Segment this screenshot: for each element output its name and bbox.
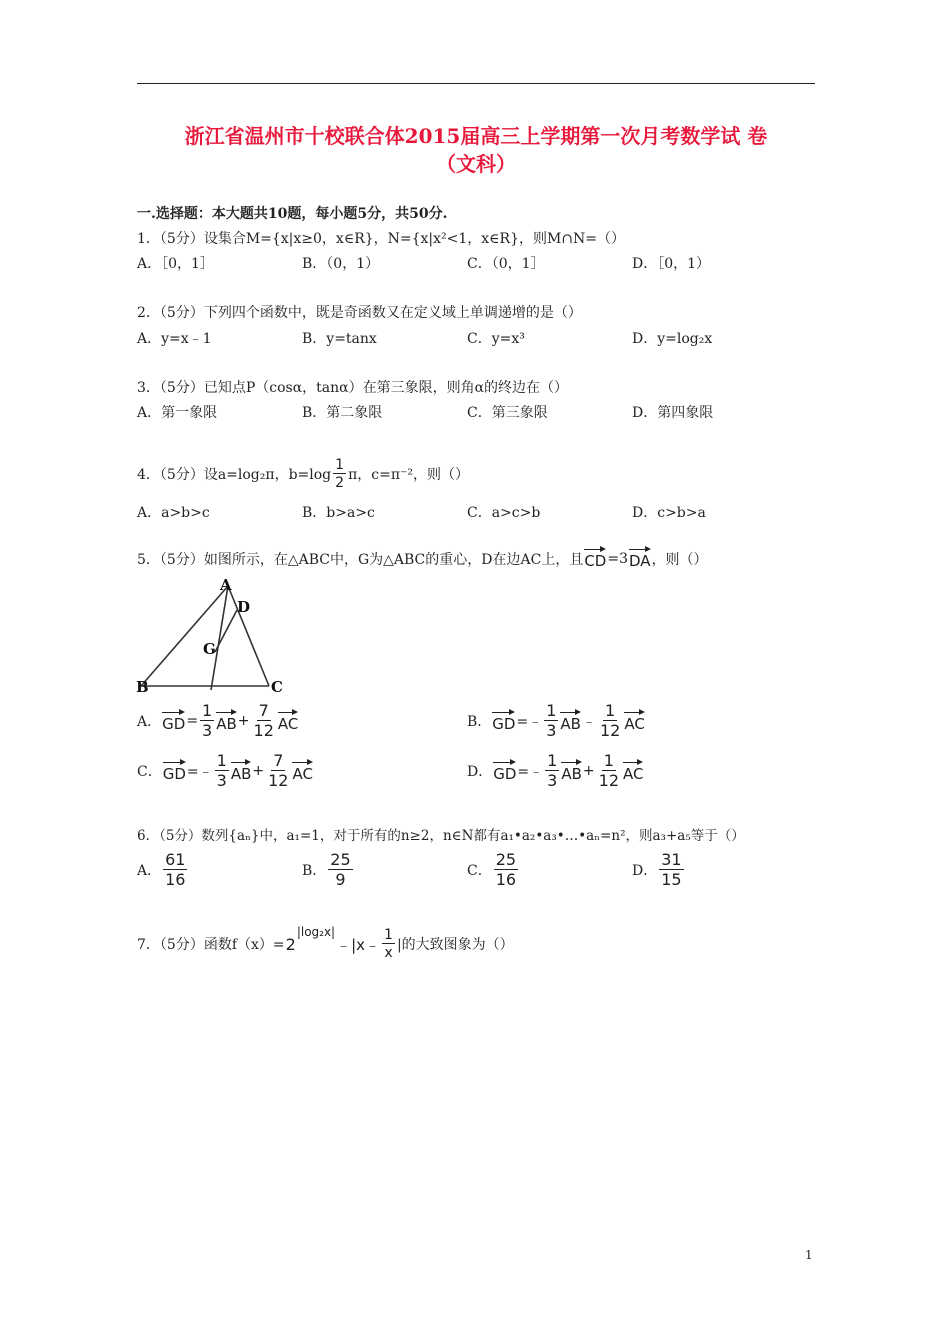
label-g: G (203, 640, 216, 658)
vector-ab: AB (561, 760, 582, 783)
q5-d-sign1: =﹣ (517, 764, 544, 780)
frac-num: 1 (546, 701, 557, 720)
q5-c-frac1 (215, 753, 229, 789)
q5-d-frac1 (545, 753, 559, 789)
q5-c-sign2: + (252, 763, 265, 779)
q3-option-b: B．第二象限 (302, 405, 383, 421)
q6-d-label: D． (632, 863, 658, 879)
q5-b-frac1 (544, 703, 558, 739)
frac-den: 12 (598, 771, 619, 790)
q5-a-sign1: = (186, 713, 199, 729)
q2-option-b: B．y=tanx (302, 331, 377, 347)
q6-option-a (137, 852, 188, 888)
vector-ab: AB (231, 760, 252, 783)
q4-fraction (333, 458, 346, 490)
q7-exponent: |log₂x| (296, 925, 336, 939)
q5-option-a (137, 703, 298, 739)
frac-den: x (384, 945, 393, 961)
frac-den: 3 (216, 771, 227, 790)
frac-den: 9 (335, 870, 346, 889)
q4-frac-den: 2 (335, 475, 345, 491)
q7-fraction (382, 928, 395, 960)
label-c: C (271, 678, 283, 696)
frac-num: 7 (273, 751, 284, 770)
question-7-stem (137, 925, 514, 961)
frac-num: 1 (202, 701, 213, 720)
q7-stem-part2: |的大致图象为（） (396, 937, 514, 953)
q3-option-a: A．第一象限 (137, 405, 218, 421)
frac-den: 16 (165, 870, 186, 889)
frac-den: 3 (547, 771, 558, 790)
question-1-stem: 1．（5分）设集合M={x|x≥0，x∈R}，N={x|x²<1，x∈R}，则M∩N=（） (137, 231, 626, 247)
frac-den: 12 (253, 721, 274, 740)
q4-option-a: A．a>b>c (137, 505, 210, 521)
q6-option-b (302, 852, 354, 888)
q5-c-frac2 (266, 753, 290, 789)
q6-d-frac (659, 852, 683, 888)
vector-cd: CD (584, 547, 606, 570)
frac-num: 1 (216, 751, 227, 770)
frac-num: 1 (603, 751, 614, 770)
q1-option-c: C．（0，1］ (467, 256, 545, 272)
q6-option-c (467, 852, 519, 888)
q1-option-d: D．［0，1） (632, 256, 711, 272)
q5-d-frac2 (597, 753, 621, 789)
q5-a-sign2: + (237, 713, 250, 729)
q6-b-label: B． (302, 863, 327, 879)
frac-num: 1 (605, 701, 616, 720)
vector-ac: AC (292, 760, 312, 783)
q5-stem-part2: ，则（） (651, 551, 708, 568)
vector-da: DA (629, 547, 651, 570)
top-rule (137, 83, 815, 84)
q5-option-c (137, 753, 313, 789)
q5-a-frac2 (252, 703, 276, 739)
q6-a-label: A． (137, 863, 162, 879)
vector-ac: AC (624, 710, 644, 733)
section-heading: 一.选择题：本大题共10题，每小题5分，共50分. (137, 206, 448, 222)
q4-stem-part1: 4．（5分）设a=log₂π，b=log (137, 467, 332, 483)
page-number: 1 (805, 1248, 813, 1262)
vector-ab: AB (560, 710, 581, 733)
q5-a-label: A． (137, 714, 162, 730)
q2-option-c: C．y=x³ (467, 331, 525, 347)
q2-option-a: A．y=x﹣1 (137, 331, 212, 347)
q5-equal: =3 (607, 550, 628, 567)
question-4-stem (137, 458, 469, 490)
doc-title-line2: （文科） (436, 152, 516, 176)
q4-stem-part2: π，c=π⁻²，则（） (348, 467, 470, 483)
q2-option-d: D．y=log₂x (632, 331, 713, 347)
triangle-figure (133, 572, 293, 698)
frac-num: 7 (258, 701, 269, 720)
vector-ac: AC (278, 710, 298, 733)
q5-b-sign1: =﹣ (516, 714, 543, 730)
q5-stem-part1: 5．（5分）如图所示，在△ABC中，G为△ABC的重心，D在边AC上，且 (137, 551, 584, 568)
question-3-stem: 3．（5分）已知点P（cosα，tanα）在第三象限，则角α的终边在（） (137, 380, 569, 396)
label-d: D (237, 598, 251, 616)
frac-num: 61 (165, 850, 186, 869)
vector-gd: GD (492, 710, 515, 733)
q6-c-frac (494, 852, 518, 888)
q7-base: 2 (285, 934, 296, 954)
frac-num: 25 (495, 850, 517, 869)
q6-b-frac (328, 852, 352, 888)
frac-den: 3 (546, 721, 557, 740)
q5-b-sign2: ﹣ (581, 714, 596, 730)
q3-option-c: C．第三象限 (467, 405, 548, 421)
vector-gd: GD (162, 710, 185, 733)
vector-gd: GD (493, 760, 516, 783)
frac-den: 12 (599, 721, 621, 740)
frac-num: 25 (330, 850, 351, 869)
frac-den: 3 (202, 721, 213, 740)
q5-c-label: C． (137, 764, 162, 780)
q6-a-frac (163, 852, 187, 888)
frac-num: 1 (547, 751, 558, 770)
q5-b-frac2 (598, 703, 622, 739)
q6-option-d (632, 852, 685, 888)
q1-option-a: A．［0，1］ (137, 256, 214, 272)
q4-option-d: D．c>b>a (632, 505, 706, 521)
frac-den: 16 (495, 870, 517, 889)
q7-minus: ﹣|x﹣ (336, 935, 381, 954)
q5-option-d (467, 753, 643, 789)
vector-ac: AC (623, 760, 643, 783)
q1-option-b: B．（0，1） (302, 256, 380, 272)
q5-b-label: B． (467, 714, 492, 730)
q5-d-label: D． (467, 764, 493, 780)
frac-den: 12 (268, 771, 289, 790)
q4-option-b: B．b>a>c (302, 505, 375, 521)
q5-option-b (467, 703, 645, 739)
side-ab (141, 586, 228, 686)
q3-option-d: D．第四象限 (632, 405, 714, 421)
vector-ab: AB (216, 710, 237, 733)
q5-a-frac1 (200, 703, 214, 739)
frac-num: 31 (661, 850, 682, 869)
frac-den: 15 (661, 870, 682, 889)
vector-gd: GD (163, 760, 186, 783)
q5-c-sign1: =﹣ (186, 764, 213, 780)
frac-num: 1 (384, 927, 393, 943)
q4-frac-num: 1 (335, 457, 345, 473)
q4-option-c: C．a>c>b (467, 505, 541, 521)
q7-stem-part1: 7．（5分）函数f（x）= (137, 937, 285, 953)
question-6-stem: 6．（5分）数列{aₙ}中，a₁=1，对于所有的n≥2，n∈N都有a₁•a₂•a₃•…•aₙ=n²，则a₃+a₅等于（） (137, 828, 745, 844)
segment-gd (215, 610, 237, 652)
label-a: A (220, 576, 232, 594)
q6-c-label: C． (467, 863, 492, 879)
question-2-stem: 2．（5分）下列四个函数中，既是奇函数又在定义域上单调递增的是（） (137, 305, 582, 321)
label-b: B (136, 678, 149, 696)
question-5-stem (137, 547, 708, 570)
doc-title-line1: 浙江省温州市十校联合体2015届高三上学期第一次月考数学试 卷 (184, 124, 768, 148)
q5-d-sign2: + (582, 763, 595, 779)
